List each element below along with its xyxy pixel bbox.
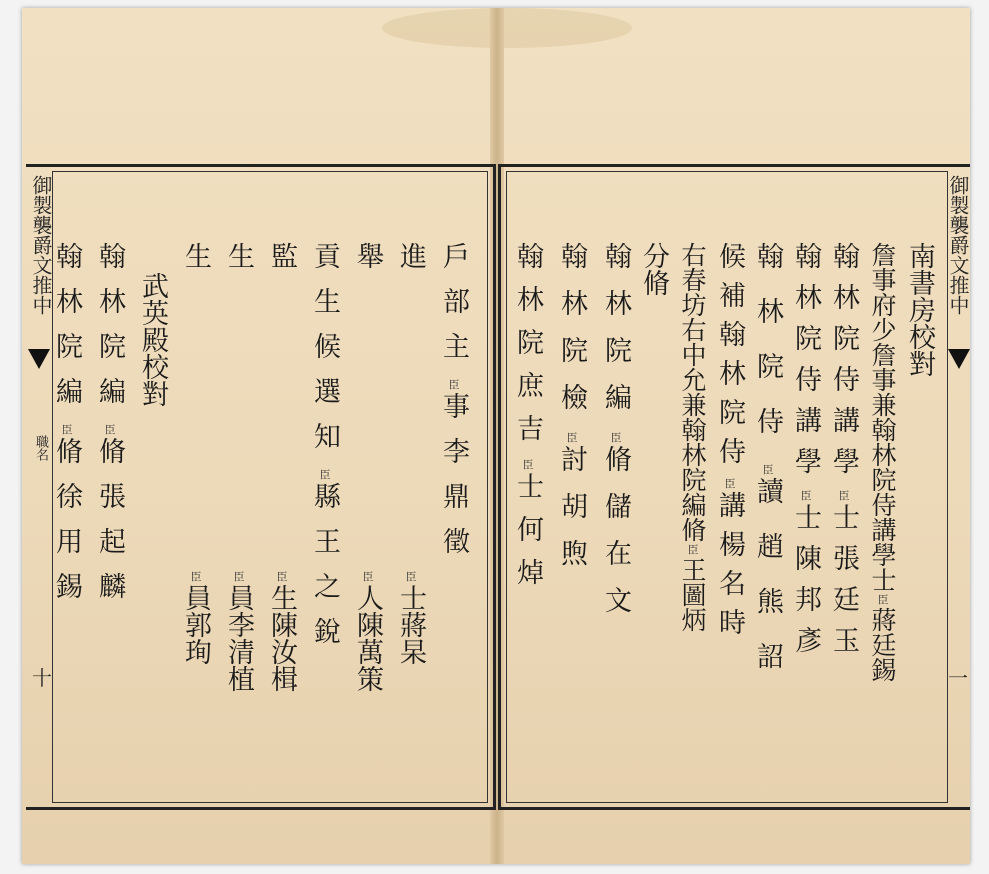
text-column: 翰林院檢臣討胡煦 xyxy=(556,242,587,586)
text-column: 翰林院庶吉臣士何焯 xyxy=(512,242,543,601)
text-column: 翰林院侍講學臣士張廷玉 xyxy=(828,242,859,667)
right-page-number: 一 xyxy=(948,666,968,690)
text-column: 進臣士蔣杲 xyxy=(395,242,426,665)
text-column: 戶部主臣事李鼎徵 xyxy=(438,242,469,572)
paper-stain xyxy=(382,8,632,48)
left-page-frame xyxy=(26,164,496,810)
text-column: 舉臣人陳萬策 xyxy=(352,242,383,692)
text-column: 南書房校對 xyxy=(904,242,935,377)
text-column: 翰林院侍講學臣士陳邦彥 xyxy=(790,242,821,667)
right-margin-title: 御製襲爵文推中 xyxy=(946,175,970,315)
leaf-label: 職名 xyxy=(33,435,48,461)
text-column: 候補翰林院侍臣講楊名時 xyxy=(714,242,745,647)
book-spread xyxy=(22,8,970,864)
text-column: 翰林院侍臣讀趙熊詔 xyxy=(752,242,783,697)
left-text-block xyxy=(52,171,488,803)
text-column: 生臣員李清植 xyxy=(223,242,254,692)
text-column: 翰林院編臣脩徐用錫 xyxy=(51,242,82,617)
text-column: 貢生候選知臣縣王之銳 xyxy=(309,242,340,662)
text-column: 翰林院編臣脩張起麟 xyxy=(94,242,125,617)
text-column: 詹事府少詹事兼翰林院侍講學士臣蔣廷錫 xyxy=(868,242,897,682)
left-page-number: 十 xyxy=(32,666,52,690)
text-column: 翰林院編臣脩儲在文 xyxy=(600,242,631,633)
left-margin-title: 御製襲爵文推中 xyxy=(29,175,53,315)
text-column: 生臣員郭珣 xyxy=(180,242,211,665)
text-column: 右春坊右中允兼翰林院編脩臣王圖炳 xyxy=(678,242,707,632)
text-column: 分脩 xyxy=(638,242,669,296)
right-page-frame xyxy=(498,164,970,810)
text-column: 武英殿校對 xyxy=(137,272,168,407)
text-column: 監臣生陳汝楫 xyxy=(266,242,297,692)
right-text-block xyxy=(506,171,948,803)
